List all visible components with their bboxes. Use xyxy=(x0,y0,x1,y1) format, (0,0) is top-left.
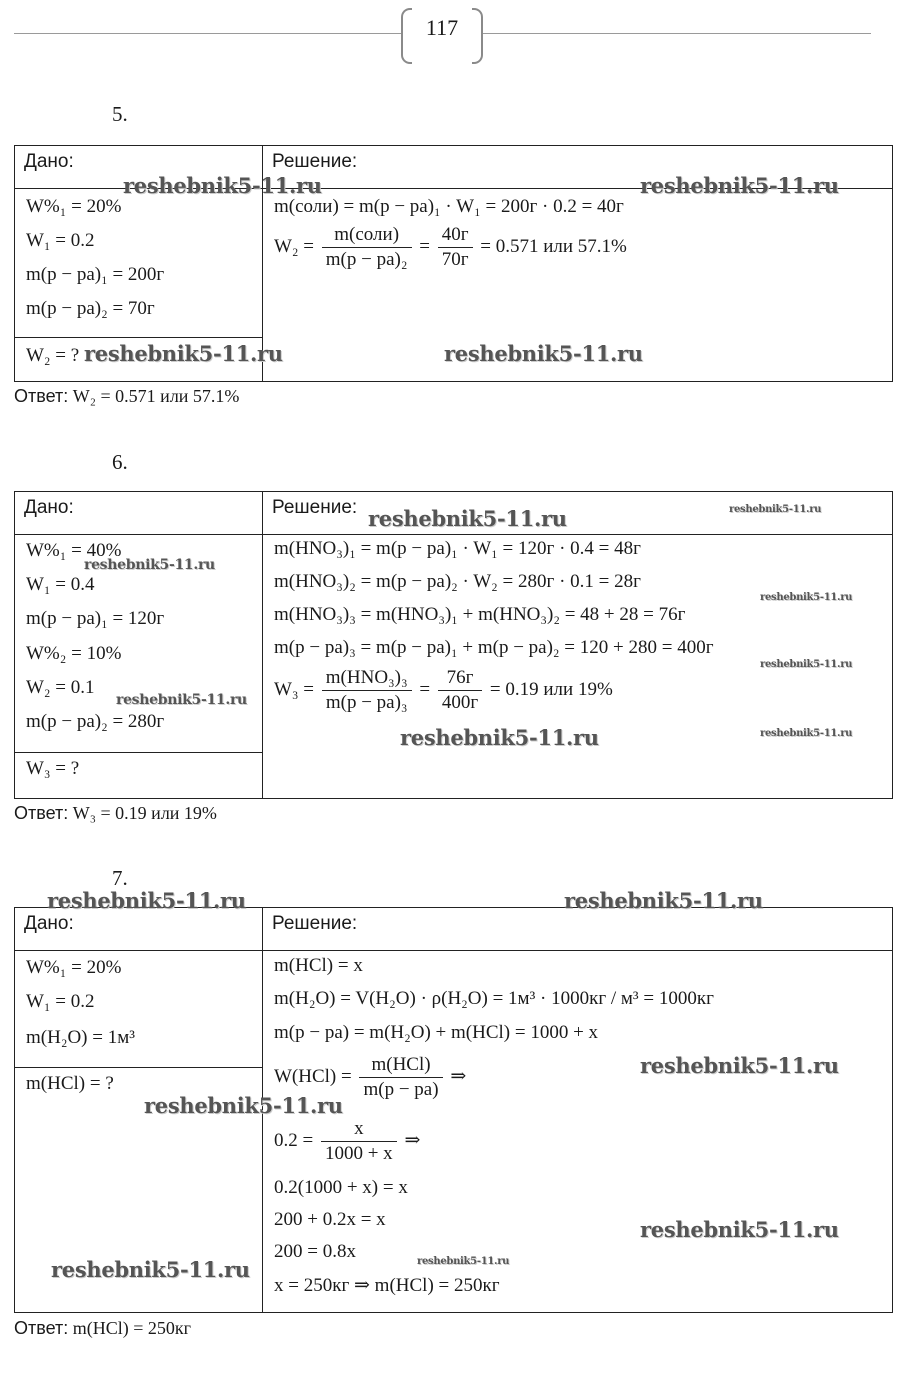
header-rule-left xyxy=(14,33,401,34)
given-divider xyxy=(15,752,262,753)
answer-value: W₃ = 0.19 или 19% xyxy=(72,803,217,823)
page-number: 117 xyxy=(425,15,459,40)
given-divider xyxy=(15,337,262,338)
answer-label: Ответ: xyxy=(14,803,69,823)
denominator: m(p − pa)₃ xyxy=(325,692,408,713)
watermark: reshebnik5-11.ru xyxy=(51,1257,250,1282)
given-line: W₁ = 0.2 xyxy=(26,991,95,1012)
given-line: m(p − pa)₂ = 280г xyxy=(26,711,165,732)
solution-line: x = 250кг ⇒ m(HCl) = 250кг xyxy=(274,1275,500,1296)
header-divider xyxy=(15,534,892,535)
page-number-bracket-right xyxy=(472,8,483,64)
numerator: m(соли) xyxy=(322,224,412,248)
watermark: reshebnik5-11.ru xyxy=(760,592,853,603)
problem-6-table xyxy=(14,491,893,799)
given-line: W%₂ = 10% xyxy=(26,643,122,664)
answer-label: Ответ: xyxy=(14,1318,69,1338)
watermark: reshebnik5-11.ru xyxy=(84,557,215,573)
numerator: 40г xyxy=(438,224,473,248)
solution-formula: W₂ = $\frac{\text{m(соли)}}{\text{m(p − pa)₂}}$ = $\frac{40г}{70г}$ = 0.571 или 57.1% xyxy=(274,224,627,270)
denominator: 400г xyxy=(441,692,479,713)
header-divider xyxy=(15,950,892,951)
watermark: reshebnik5-11.ru xyxy=(640,1053,839,1078)
solution-line: m(HNO₃)₃ = m(HNO₃)₁ + m(HNO₃)₂ = 48 + 28 = 76г xyxy=(274,604,686,625)
denominator: m(p − pa) xyxy=(363,1079,439,1100)
solution-line: 200 + 0.2x = x xyxy=(274,1209,386,1230)
formula-lhs: 0.2 = xyxy=(274,1129,314,1151)
given-line: m(p − pa)₁ = 200г xyxy=(26,264,165,285)
watermark: reshebnik5-11.ru xyxy=(760,728,853,739)
numerator: x xyxy=(321,1118,397,1142)
solution-line: m(p − pa)₃ = m(p − pa)₁ + m(p − pa)₂ = 120 + 280 = 400г xyxy=(274,637,714,658)
given-line: m(p − pa)₁ = 120г xyxy=(26,608,165,629)
numerator: m(HNO₃)₃ xyxy=(322,667,412,691)
watermark: reshebnik5-11.ru xyxy=(47,888,246,913)
implies-arrow: ⇒ xyxy=(450,1065,467,1087)
find-line: W₂ = ? xyxy=(26,345,80,366)
watermark: reshebnik5-11.ru xyxy=(444,341,643,366)
solution-line: m(HNO₃)₁ = m(p − pa)₁ · W₁ = 120г · 0.4 = 48г xyxy=(274,538,641,559)
problem-6-answer xyxy=(14,803,217,824)
answer-value: W₂ = 0.571 или 57.1% xyxy=(72,386,240,406)
formula-result: = 0.19 или 19% xyxy=(489,678,613,700)
watermark: reshebnik5-11.ru xyxy=(760,659,853,670)
solution-formula: W₃ = $\frac{\text{m(HNO₃)₃}}{\text{m(p − pa)₃}}$ = $\frac{76г}{400г}$ = 0.19 или 19% xyxy=(274,667,613,713)
fraction xyxy=(322,224,412,271)
given-label: Дано: xyxy=(24,151,74,172)
fraction xyxy=(359,1054,442,1101)
denominator: m(p − pa)₂ xyxy=(325,249,408,270)
given-line: W₁ = 0.4 xyxy=(26,574,95,595)
watermark: reshebnik5-11.ru xyxy=(417,1256,510,1267)
given-label: Дано: xyxy=(24,497,74,518)
watermark: reshebnik5-11.ru xyxy=(84,341,283,366)
fraction xyxy=(438,224,473,271)
fraction xyxy=(438,667,482,714)
watermark: reshebnik5-11.ru xyxy=(564,888,763,913)
formula-lhs: W(HCl) = xyxy=(274,1065,352,1087)
watermark: reshebnik5-11.ru xyxy=(116,692,247,708)
problem-5-answer xyxy=(14,386,239,407)
problem-6-number: 6. xyxy=(112,450,128,474)
fraction xyxy=(321,1118,397,1165)
problem-7-number: 7. xyxy=(112,866,128,890)
answer-value: m(HCl) = 250кг xyxy=(72,1318,192,1338)
watermark: reshebnik5-11.ru xyxy=(400,725,599,750)
given-label: Дано: xyxy=(24,913,74,934)
solution-line: m(HCl) = x xyxy=(274,955,363,976)
solution-line: m(HNO₃)₂ = m(p − pa)₂ · W₂ = 280г · 0.1 = 28г xyxy=(274,571,641,592)
denominator: 1000 + x xyxy=(324,1143,393,1164)
solution-line: 200 = 0.8x xyxy=(274,1241,356,1262)
implies-arrow: ⇒ xyxy=(404,1129,421,1151)
given-line: W₁ = 0.2 xyxy=(26,230,95,251)
numerator: 76г xyxy=(438,667,482,691)
watermark: reshebnik5-11.ru xyxy=(368,506,567,531)
watermark: reshebnik5-11.ru xyxy=(144,1093,343,1118)
numerator: m(HCl) xyxy=(359,1054,442,1078)
find-line: W₃ = ? xyxy=(26,758,80,779)
formula-lhs: W₂ = xyxy=(274,235,315,257)
watermark: reshebnik5-11.ru xyxy=(729,504,822,515)
denominator: 70г xyxy=(441,249,469,270)
solution-line: m(H₂O) = V(H₂O) · ρ(H₂O) = 1м³ · 1000кг / м³ = 1000кг xyxy=(274,988,714,1009)
page-number-bracket-left xyxy=(401,8,412,64)
column-divider xyxy=(262,492,263,798)
find-line: m(HCl) = ? xyxy=(26,1073,114,1094)
solution-label: Решение: xyxy=(272,913,358,934)
formula-lhs: W₃ = xyxy=(274,678,315,700)
solution-label: Решение: xyxy=(272,497,358,518)
given-line: W%₁ = 20% xyxy=(26,957,122,978)
solution-label: Решение: xyxy=(272,151,358,172)
answer-label: Ответ: xyxy=(14,386,69,406)
problem-7-answer xyxy=(14,1318,191,1339)
given-line: m(p − pa)₂ = 70г xyxy=(26,298,155,319)
fraction xyxy=(322,667,412,714)
header-rule-right xyxy=(483,33,871,34)
given-line: W%₁ = 20% xyxy=(26,196,122,217)
given-line: W₂ = 0.1 xyxy=(26,677,95,698)
solution-formula xyxy=(274,1118,420,1165)
watermark: reshebnik5-11.ru xyxy=(123,173,322,198)
given-divider xyxy=(15,1067,262,1068)
solution-line: m(p − pa) = m(H₂O) + m(HCl) = 1000 + x xyxy=(274,1022,599,1043)
solution-line: 0.2(1000 + x) = x xyxy=(274,1177,408,1198)
watermark: reshebnik5-11.ru xyxy=(640,1217,839,1242)
given-line: m(H₂O) = 1м³ xyxy=(26,1027,135,1048)
solution-line: m(соли) = m(p − pa)₁ · W₁ = 200г · 0.2 = 40г xyxy=(274,196,624,217)
problem-5-number: 5. xyxy=(112,102,128,126)
given-line: W%₁ = 40% xyxy=(26,540,122,561)
watermark: reshebnik5-11.ru xyxy=(640,173,839,198)
formula-result: = 0.571 или 57.1% xyxy=(480,235,627,257)
